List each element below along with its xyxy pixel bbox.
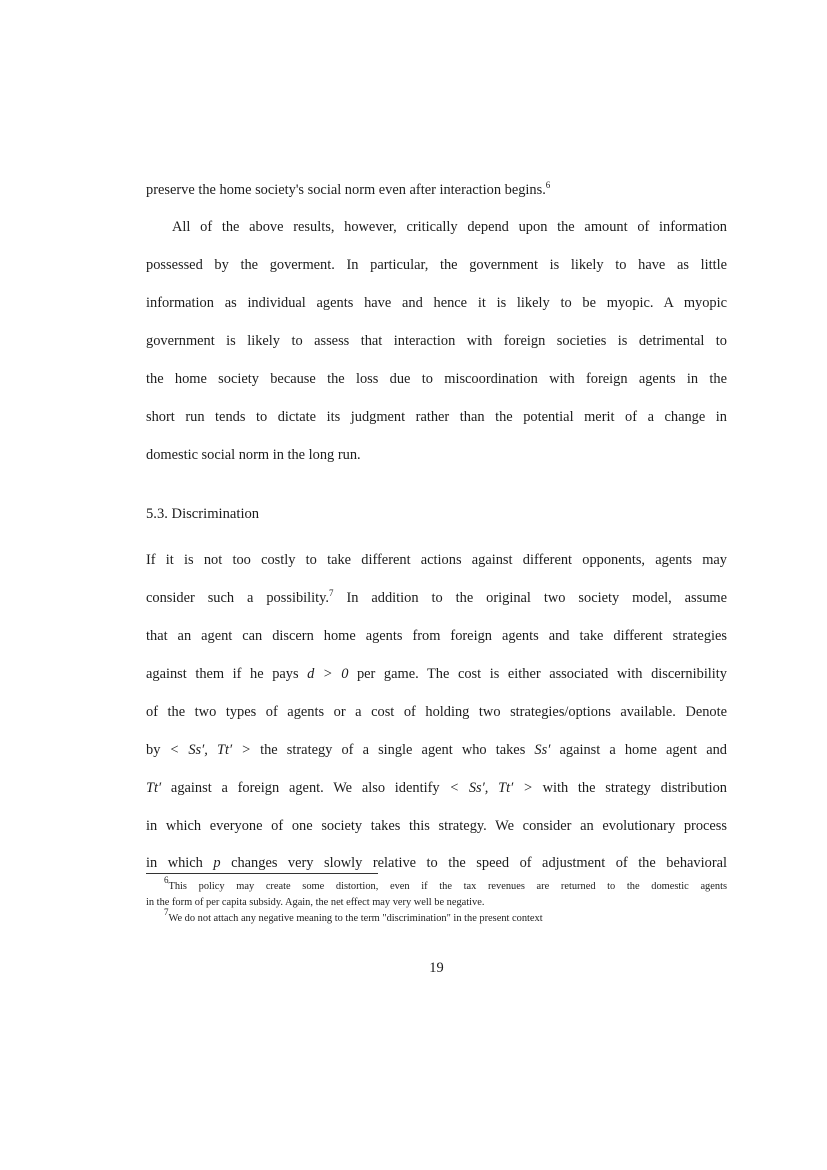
footnote-line (146, 907, 727, 926)
footnote-rule (146, 873, 378, 874)
text-span: consider such a possibility. (146, 590, 329, 606)
text-span: against them if he pays (146, 666, 308, 682)
text-span: by (146, 742, 170, 758)
text-line (146, 180, 727, 200)
math-expression: < Ss′, Tt′ > (449, 780, 533, 796)
text-span: changes very slowly relative to the speed of adjustment of the behavioral (220, 855, 728, 871)
text-span: per game. The cost is either associated with discernibility (348, 666, 728, 682)
footnote-line (146, 875, 727, 894)
text-line: possessed by the goverment. In particular, the government is likely to have as little (146, 257, 727, 273)
footnote-marker: 6 (164, 875, 169, 885)
math-expression: p (213, 855, 221, 871)
text-line: short run tends to dictate its judgment rather than the potential merit of a change in (146, 409, 727, 425)
text-line: the home society because the loss due to miscoordination with foreign agents in the (146, 371, 727, 387)
text-span: with the strategy distribution (532, 780, 727, 796)
footnote-text: We do not attach any negative meaning to the term "discrimination" in the present context (168, 913, 543, 924)
document-page (146, 0, 727, 1170)
text-line (146, 664, 727, 684)
footnote-text: This policy may create some distortion, even if the tax revenues are returned to the domestic agents (168, 881, 727, 892)
text-line: of the two types of agents or a cost of holding two strategies/options available. Denote (146, 704, 727, 720)
text-span: against a home agent and (550, 742, 728, 758)
text-span: In addition to the original two society model, assume (333, 590, 727, 606)
text-span: the strategy of a single agent who takes (250, 742, 535, 758)
math-expression: < Ss′, Tt′ > (169, 742, 251, 758)
text-line: All of the above results, however, critically depend upon the amount of information (172, 219, 727, 235)
text-line: in which everyone of one society takes this strategy. We consider an evolutionary process (146, 818, 727, 834)
text-line: domestic social norm in the long run. (146, 447, 361, 463)
text-span: preserve the home society's social norm even after interaction begins. (146, 182, 546, 198)
text-line: government is likely to assess that interaction with foreign societies is detrimental to (146, 333, 727, 349)
text-span: in which (146, 855, 214, 871)
section-heading: 5.3. Discrimination (146, 506, 260, 522)
footnote-marker: 6 (545, 180, 551, 190)
text-span: against a foreign agent. We also identify (161, 780, 450, 796)
math-expression: d > 0 (307, 666, 349, 682)
text-line (146, 853, 727, 873)
math-expression: Ss′ (534, 742, 551, 758)
footnote-marker: 7 (164, 907, 169, 917)
text-line: If it is not too costly to take different actions against different opponents, agents may (146, 552, 727, 568)
text-line: that an agent can discern home agents from foreign agents and take different strategies (146, 628, 727, 644)
text-line (146, 778, 727, 798)
math-expression: Tt′ (146, 780, 162, 796)
footnote-line: in the form of per capita subsidy. Again, the net effect may very well be negative. (146, 897, 485, 908)
page-number: 19 (429, 960, 444, 976)
text-line (146, 740, 727, 760)
footnote-marker: 7 (329, 588, 334, 598)
text-line (146, 588, 727, 608)
text-line: information as individual agents have and hence it is likely to be myopic. A myopic (146, 295, 727, 311)
